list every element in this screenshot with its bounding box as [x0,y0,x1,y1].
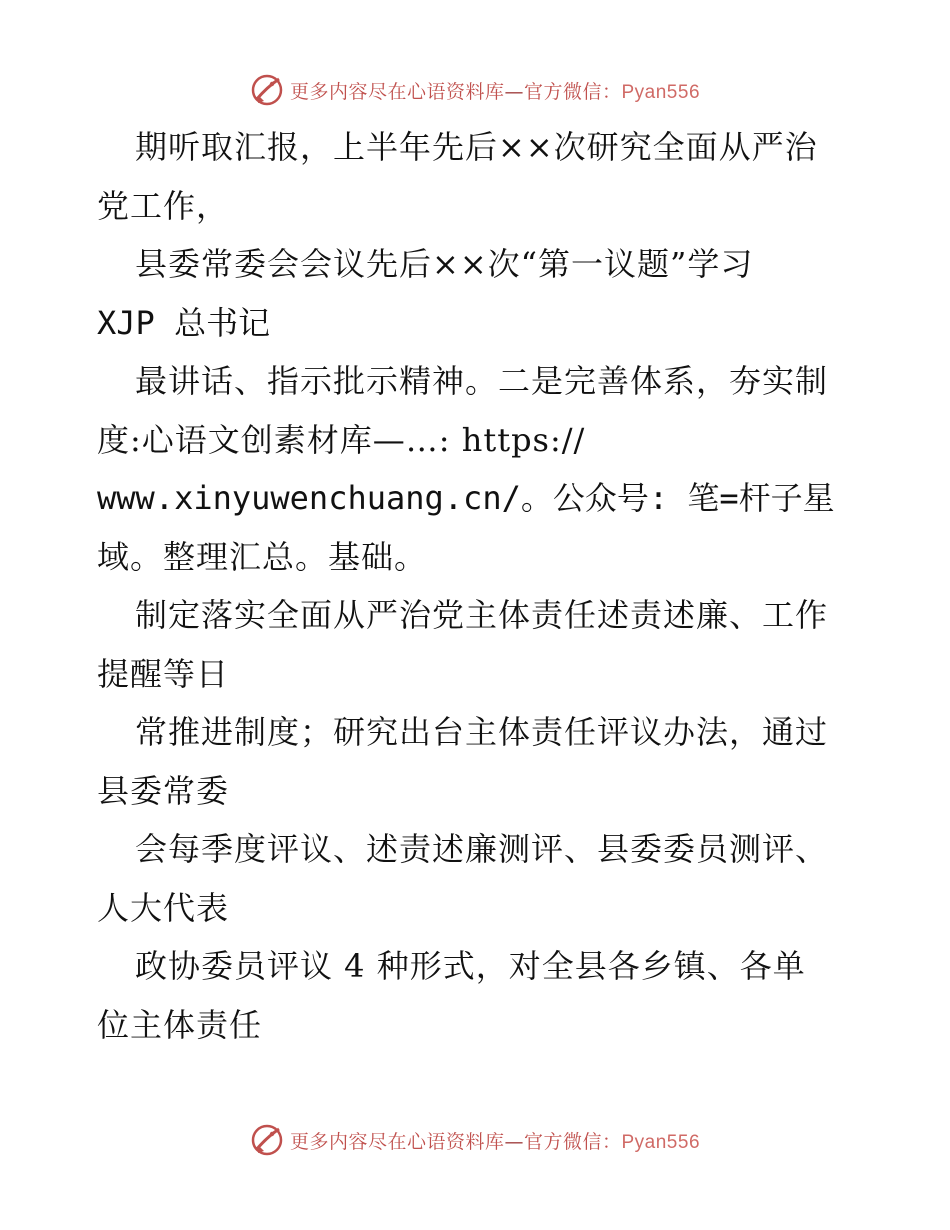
text-line: 制定落实全面从严治党主体责任述责述廉、工作 [135,596,829,634]
text-line: 最讲话、指示批示精神。二是完善体系，夯实制 [135,362,829,400]
footer-wechat-handle: Pyan556 [621,1131,701,1153]
text-line: 政协委员评议 4 种形式，对全县各乡镇、各单 [135,947,806,985]
header-banner [0,70,950,110]
pen-circle-logo-icon [250,73,284,107]
text-line: 常推进制度；研究出台主体责任评议办法，通过 [135,713,829,751]
text-line: 度:心语文创素材库—…: https:// [97,420,586,459]
text-line: XJP 总书记 [97,303,271,342]
footer-site-text: 更多内容尽在心语资料库 [289,1130,505,1153]
header-wechat-label: 官方微信： [523,80,622,103]
text-line: 会每季度评议、述责述廉测评、县委委员测评、 [135,830,829,868]
header-separator: — [504,80,524,103]
footer-banner [0,1120,950,1160]
footer-separator: — [504,1130,524,1153]
header-banner-text [290,77,700,104]
text-line: 县委常委会会议先后××次“第一议题”学习 [135,245,754,283]
footer-banner-text [290,1127,700,1154]
pen-circle-logo-icon [250,1123,284,1157]
document-body [97,118,867,1054]
text-line: 位主体责任 [97,1005,263,1044]
header-site-text: 更多内容尽在心语资料库 [289,80,505,103]
text-line: 县委常委 [97,771,230,810]
text-line: www.xinyuwenchuang.cn/。公众号: 笔=杆子星 [97,479,835,517]
text-line: 党工作， [97,186,230,225]
text-line: 域。整理汇总。基础。 [97,537,428,576]
footer-wechat-label: 官方微信： [523,1130,622,1153]
text-line: 期听取汇报，上半年先后××次研究全面从严治 [135,128,818,166]
text-line: 提醒等日 [97,654,230,693]
header-wechat-handle: Pyan556 [621,81,701,103]
text-line: 人大代表 [97,888,230,927]
